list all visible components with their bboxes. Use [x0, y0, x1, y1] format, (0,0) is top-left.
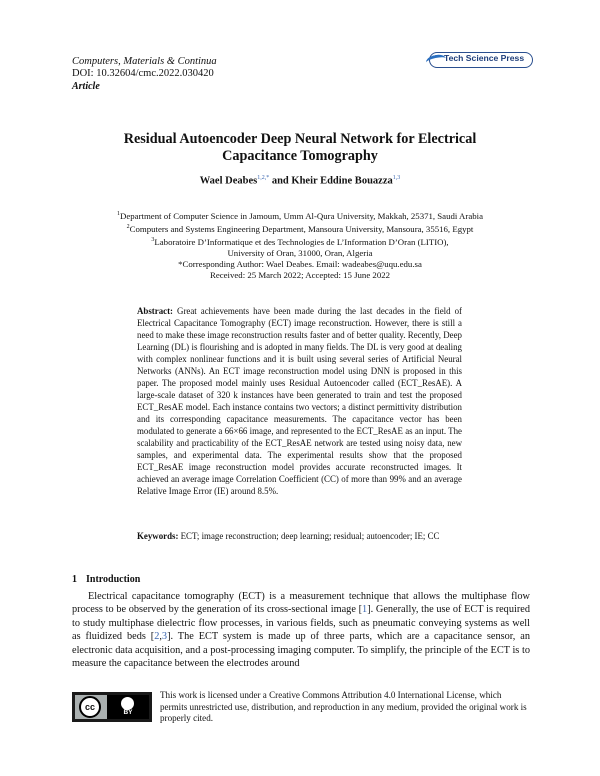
affiliations — [60, 209, 540, 281]
intro-text: ]. Generally, the use of ECT is required to study multiphase dielectric flow processes, in various fields, such as pneumatic conveying systems as well as fluidized beds [ — [72, 604, 530, 643]
affiliation-line — [60, 222, 540, 235]
article-type: Article — [72, 81, 100, 92]
abstract-text: Great achievements have been made during the last decades in the field of Electrical Capacitance Tomography (ECT) image reconstruction. However, there is still a need to make these image reconstruction results faster and of better quality. Recently, Deep Learning (DL) is flourishing and is adopted in many fields. The DL is very good at dealing with complex nonlinear functions and it is built using several series of Artificial Neural Networks (ANNs). An ECT image reconstruction model using DNN is proposed in this paper. The proposed model mainly uses Residual Autoencoder called (ECT_ResAE). A large-scale dataset of 320 k instances have been generated to train and test the proposed ECT_ResAE model. Each instance contains two vectors; a distinct permittivity distribution and its corresponding capacitance measurements. The capacitance vector has been modulated to generate a 66×66 image, and represented to the ECT_ResAE as an input. The scalability and practicability of the ECT_ResAE network are tested using noisy data, new samples, and experimental data. The experimental results show that the proposed ECT_ResAE image reconstruction model provides accurate reconstructed images. It achieved an average image Correlation Coefficient (CC) of more than 99% and an average Relative Image Error (IE) around 8.5%. — [137, 306, 463, 496]
paper-title-line-2: Capacitance Tomography — [222, 148, 378, 164]
section-number: 1 — [72, 574, 77, 585]
paper-title-line-1: Residual Autoencoder Deep Neural Network for Electrical — [123, 131, 477, 147]
citation-link[interactable]: 1 — [362, 604, 368, 616]
license-text: This work is licensed under a Creative Commons Attribution 4.0 International License, which permits unrestricted use, distribution, and reproduction in any medium, provided the original work is properly cited. — [160, 690, 527, 724]
abstract — [137, 305, 462, 497]
author-affiliation-marker[interactable]: 1,2,* — [257, 175, 270, 181]
affiliation-line — [60, 209, 540, 222]
affiliation-text: Department of Computer Science in Jamoum, Umm Al-Qura University, Makkah, 25371, Saudi Arabia — [120, 210, 483, 221]
citation-link[interactable]: 2 — [154, 631, 160, 643]
paper-title — [90, 131, 510, 165]
affiliation-line — [60, 235, 540, 248]
intro-text: Electrical capacitance tomography (ECT) is a measurement technique that allows the multiphase flow process to be observed by the generation of its cross-sectional image [ — [72, 591, 530, 616]
corresponding-author-text[interactable]: *Corresponding Author: Wael Deabes. Email: wadeabes@uqu.edu.sa — [178, 259, 422, 270]
author-list — [90, 175, 510, 187]
affiliation-text: Laboratoire D’Informatique et des Technologies de L’Information D’Oran (LITIO), — [154, 236, 449, 247]
author-name[interactable]: Wael Deabes — [199, 175, 258, 187]
doi-link[interactable]: DOI: 10.32604/cmc.2022.030420 — [72, 68, 214, 79]
affiliation-number: 3 — [151, 237, 155, 244]
received-accepted-dates — [60, 270, 540, 281]
affiliation-number: 1 — [117, 211, 121, 217]
corresponding-author — [60, 259, 540, 270]
affiliation-number: 2 — [126, 224, 130, 231]
affiliation-text: University of Oran, 31000, Oran, Algeria — [227, 248, 373, 259]
keywords-label: Keywords: — [137, 531, 179, 541]
intro-paragraph — [72, 590, 530, 670]
abstract-label: Abstract: — [137, 306, 173, 316]
publisher-name: Tech Science Press — [444, 53, 525, 63]
intro-text: ]. The ECT system is made up of three parts, which are a capacitance sensor, an electronic data acquisition, and a post-processing imaging computer. To simplify, the principle of the ECT is to measure the capacitance between the electrodes around — [72, 631, 530, 670]
dates-text: Received: 25 March 2022; Accepted: 15 June 2022 — [209, 270, 391, 281]
keywords — [137, 530, 462, 542]
publisher-logo — [429, 52, 533, 68]
author-affiliation-marker[interactable]: 1,3 — [392, 175, 401, 181]
affiliation-text: Computers and Systems Engineering Department, Mansoura University, Mansoura, 35516, Egypt — [129, 223, 474, 234]
section-title: Introduction — [86, 574, 141, 585]
citation-link[interactable]: 3 — [161, 631, 168, 643]
attribution-box — [107, 695, 149, 719]
attribution-label: BY — [123, 709, 133, 716]
section-heading — [72, 574, 149, 585]
author-name[interactable]: Kheir Eddine Bouazza — [291, 175, 393, 187]
affiliation-line — [60, 248, 540, 259]
creative-commons-icon: cc — [79, 696, 101, 718]
journal-name: Computers, Materials & Continua — [72, 56, 217, 67]
keywords-text: ECT; image reconstruction; deep learning; residual; autoencoder; IE; CC — [180, 531, 440, 541]
cc-badge-background — [75, 695, 149, 719]
cc-by-license-badge[interactable] — [72, 692, 152, 722]
author-conjunction: and — [271, 175, 289, 187]
citation-separator: , — [159, 631, 162, 643]
